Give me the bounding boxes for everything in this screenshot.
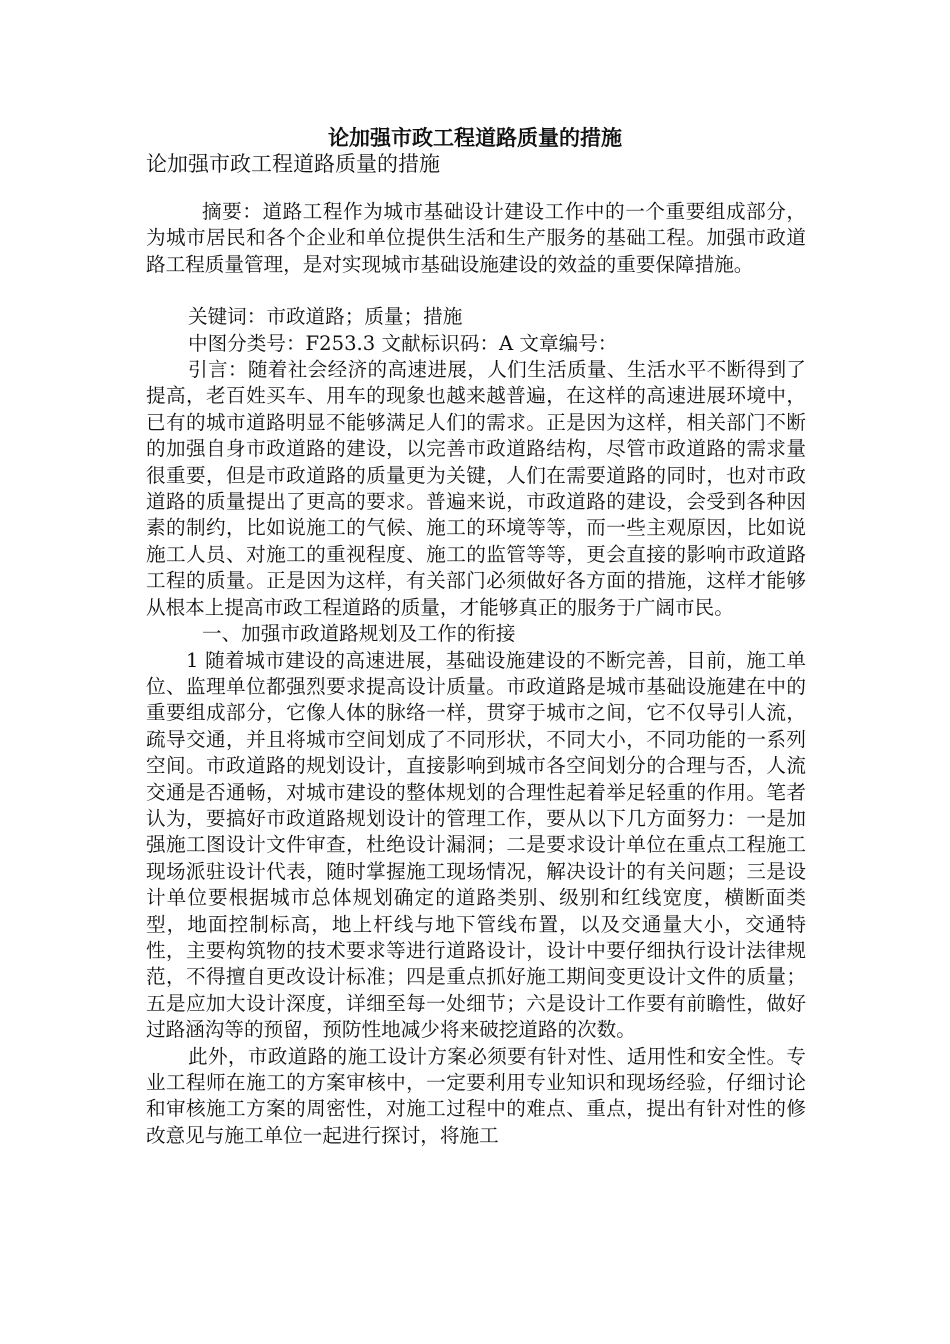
abstract-paragraph: 摘要：道路工程作为城市基础设计建设工作中的一个重要组成部分，为城市居民和各个企业和单位提供生活和生产服务的基础工程。加强市政道路工程质量管理，是对实现城市基础设施建设的效益的重要保障措施。 xyxy=(146,200,806,276)
section-heading: 一、加强市政道路规划及工作的衔接 xyxy=(202,622,516,646)
section-paragraph: 1 随着城市建设的高速进展，基础设施建设的不断完善，目前，施工单位、监理单位都强烈要求提高设计质量。市政道路是城市基础设施建在中的重要组成部分，它像人体的脉络一样，贯穿于城市之间，它不仅导引人流，疏导交通，并且将城市空间划成了不同形状，不同大小，不同功能的一系列空间。市政道路的规划设计，直接影响到城市各空间划分的合理与否，人流交通是否通畅，对城市建设的整体规划的合理性起着举足轻重的作用。笔者认为，要搞好市政道路规划设计的管理工作，要从以下几方面努力：一是加强施工图设计文件审查，杜绝设计漏洞；二是要求设计单位在重点工程施工现场派驻设计代表，随时掌握施工现场情况，解决设计的有关问题；三是设计单位要根据城市总体规划确定的道路类别、级别和红线宽度，横断面类型，地面控制标高，地上杆线与地下管线布置，以及交通量大小，交通特性，主要构筑物的技术要求等进行道路设计，设计中要仔细执行设计法律规范，不得擅自更改设计标准；四是重点抓好施工期间变更设计文件的质量；五是应加大设计深度，详细至每一处细节；六是设计工作要有前瞻性，做好过路涵沟等的预留，预防性地减少将来破挖道路的次数。 xyxy=(146,648,806,1042)
document-title: 论加强市政工程道路质量的措施 xyxy=(328,125,622,150)
document-subtitle: 论加强市政工程道路质量的措施 xyxy=(146,152,440,176)
introduction-paragraph: 引言：随着社会经济的高速进展，人们生活质量、生活水平不断得到了提高，老百姓买车、用车的现象也越来越普遍，在这样的高速进展环境中，已有的城市道路明显不能够满足人们的需求。正是因为这样，相关部门不断的加强自身市政道路的建设，以完善市政道路结构，尽管市政道路的需求量很重要，但是市政道路的质量更为关键，人们在需要道路的同时，也对市政道路的质量提出了更高的要求。普遍来说，市政道路的建设，会受到各种因素的制约，比如说施工的气候、施工的环境等等，而一些主观原因，比如说施工人员、对施工的重视程度、施工的监管等等，更会直接的影响市政道路工程的质量。正是因为这样，有关部门必须做好各方面的措施，这样才能够从根本上提高市政工程道路的质量，才能够真正的服务于广阔市民。 xyxy=(146,358,806,619)
document-body xyxy=(146,199,806,1149)
classification-line: 中图分类号：F253.3 文献标识码：A 文章编号： xyxy=(188,331,618,355)
section-paragraph: 此外，市政道路的施工设计方案必须要有针对性、适用性和安全性。专业工程师在施工的方案审核中，一定要利用专业知识和现场经验，仔细讨论和审核施工方案的周密性，对施工过程中的难点、重点，提出有针对性的修改意见与施工单位一起进行探讨，将施工 xyxy=(146,1044,806,1147)
keywords-line: 关键词：市政道路；质量；措施 xyxy=(188,305,463,329)
